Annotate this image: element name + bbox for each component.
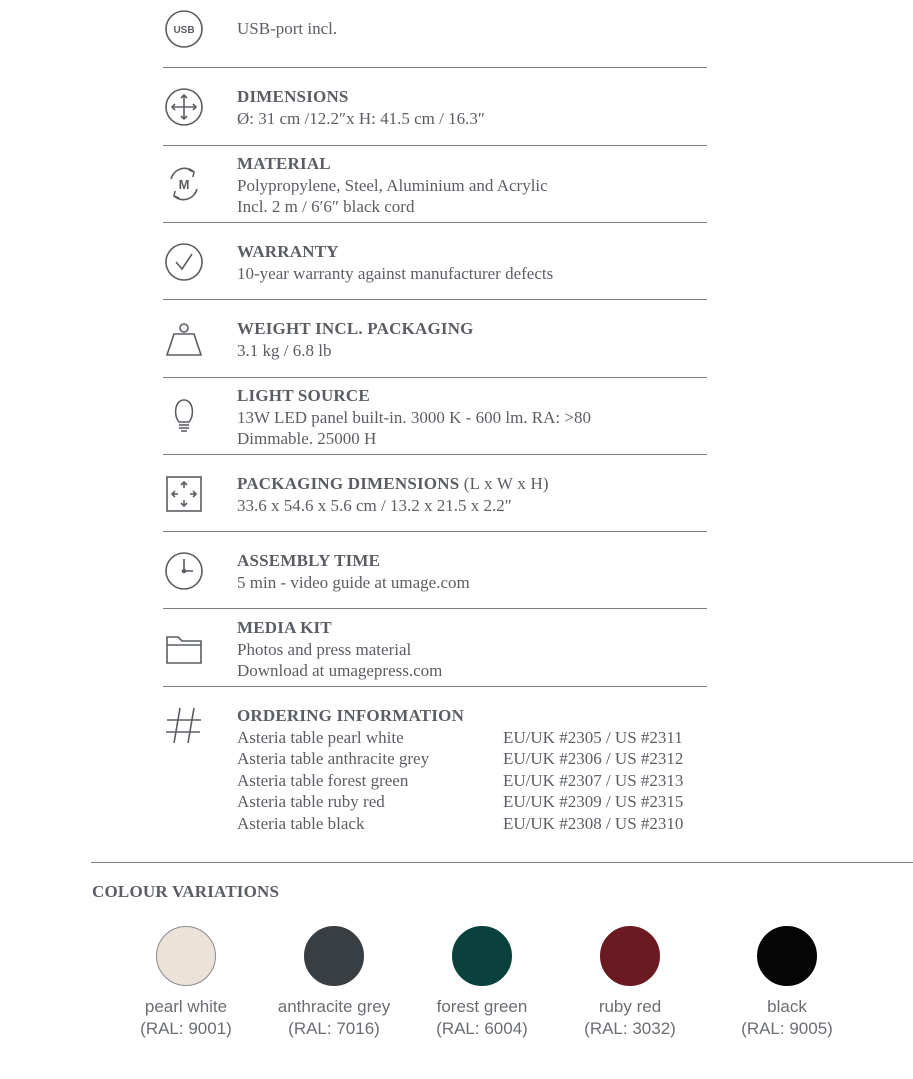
- order-row: [237, 813, 707, 835]
- swatch-pearl-white: [101, 926, 271, 1039]
- spec-line: Download at umagepress.com: [237, 661, 443, 680]
- swatch-anthracite-grey: [249, 926, 419, 1039]
- order-code: EU/UK #2305 / US #2311: [503, 727, 683, 747]
- order-row: [237, 727, 707, 749]
- swatch-ral: (RAL: 9001): [140, 1018, 232, 1038]
- usb-icon: [163, 8, 205, 50]
- spec-line: Polypropylene, Steel, Aluminium and Acrylic: [237, 175, 548, 195]
- swatch-ral: (RAL: 7016): [288, 1018, 380, 1038]
- swatch-ral: (RAL: 6004): [436, 1018, 528, 1038]
- spec-line: 5 min - video guide at umage.com: [237, 572, 470, 592]
- spec-line: Incl. 2 m / 6′6″ black cord: [237, 197, 415, 216]
- divider: [163, 531, 707, 532]
- spec-line: Ø: 31 cm /12.2″x H: 41.5 cm / 16.3″: [237, 108, 485, 128]
- spec-title: ORDERING INFORMATION: [237, 706, 465, 725]
- dimensions-icon: [163, 86, 205, 128]
- swatch-dot: [304, 926, 364, 986]
- order-code: EU/UK #2307 / US #2313: [503, 770, 684, 790]
- section-divider: [91, 862, 913, 863]
- swatch-ruby-red: [545, 926, 715, 1039]
- spec-line: Dimmable. 25000 H: [237, 429, 377, 448]
- folder-icon: [163, 627, 205, 669]
- divider: [163, 608, 707, 609]
- spec-title: MATERIAL: [237, 154, 331, 173]
- clock-icon: [163, 550, 205, 592]
- order-code: EU/UK #2306 / US #2312: [503, 749, 684, 768]
- divider: [163, 454, 707, 455]
- usb-icon-label: USB: [173, 25, 195, 36]
- swatch-dot: [757, 926, 817, 986]
- spec-title: WARRANTY: [237, 242, 339, 261]
- order-name: Asteria table forest green: [237, 770, 409, 790]
- spec-line: Photos and press material: [237, 639, 412, 659]
- order-name: Asteria table ruby red: [237, 792, 385, 811]
- swatch-black: [702, 926, 872, 1039]
- swatch-ral: (RAL: 9005): [741, 1018, 833, 1038]
- order-name: Asteria table pearl white: [237, 727, 404, 747]
- hash-icon: [163, 705, 205, 747]
- divider: [163, 377, 707, 378]
- swatch-forest-green: [397, 926, 567, 1039]
- divider: [163, 299, 707, 300]
- material-icon-label: M: [178, 177, 190, 192]
- spec-line: 3.1 kg / 6.8 lb: [237, 340, 332, 360]
- spec-line: USB-port incl.: [237, 19, 338, 38]
- weight-icon: [163, 318, 205, 360]
- divider: [163, 222, 707, 223]
- swatch-name: pearl white: [144, 997, 228, 1016]
- divider: [163, 145, 707, 146]
- swatch-name: anthracite grey: [277, 997, 391, 1016]
- spec-line: 10-year warranty against manufacturer defects: [237, 263, 554, 283]
- swatch-name: black: [767, 997, 807, 1016]
- spec-title-suffix: (L x W x H): [459, 474, 549, 493]
- packaging-icon: [163, 473, 205, 515]
- order-name: Asteria table black: [237, 813, 365, 833]
- swatch-dot: [600, 926, 660, 986]
- material-icon: [163, 163, 205, 205]
- spec-line: 33.6 x 54.6 x 5.6 cm / 13.2 x 21.5 x 2.2″: [237, 495, 512, 515]
- order-row: [237, 748, 707, 770]
- order-name: Asteria table anthracite grey: [237, 749, 430, 768]
- swatch-ral: (RAL: 3032): [584, 1018, 676, 1038]
- swatch-name: ruby red: [598, 997, 662, 1016]
- spec-title: [237, 473, 707, 495]
- spec-title-text: PACKAGING DIMENSIONS: [237, 474, 460, 493]
- check-circle-icon: [163, 241, 205, 283]
- order-row: [237, 770, 707, 792]
- spec-title: WEIGHT INCL. PACKAGING: [237, 319, 474, 338]
- order-row: [237, 791, 707, 813]
- spec-title: ASSEMBLY TIME: [237, 551, 381, 570]
- spec-title: MEDIA KIT: [237, 618, 332, 637]
- order-code: EU/UK #2309 / US #2315: [503, 792, 684, 811]
- colour-variations-title: COLOUR VARIATIONS: [92, 882, 280, 901]
- lightbulb-icon: [163, 395, 205, 437]
- swatch-dot: [156, 926, 216, 986]
- order-code: EU/UK #2308 / US #2310: [503, 813, 684, 833]
- divider: [163, 67, 707, 68]
- swatch-dot: [452, 926, 512, 986]
- spec-line: 13W LED panel built-in. 3000 K - 600 lm. RA: >80: [237, 407, 591, 427]
- spec-title: DIMENSIONS: [237, 87, 349, 106]
- swatch-name: forest green: [436, 997, 528, 1016]
- divider: [163, 686, 707, 687]
- spec-title: LIGHT SOURCE: [237, 386, 370, 405]
